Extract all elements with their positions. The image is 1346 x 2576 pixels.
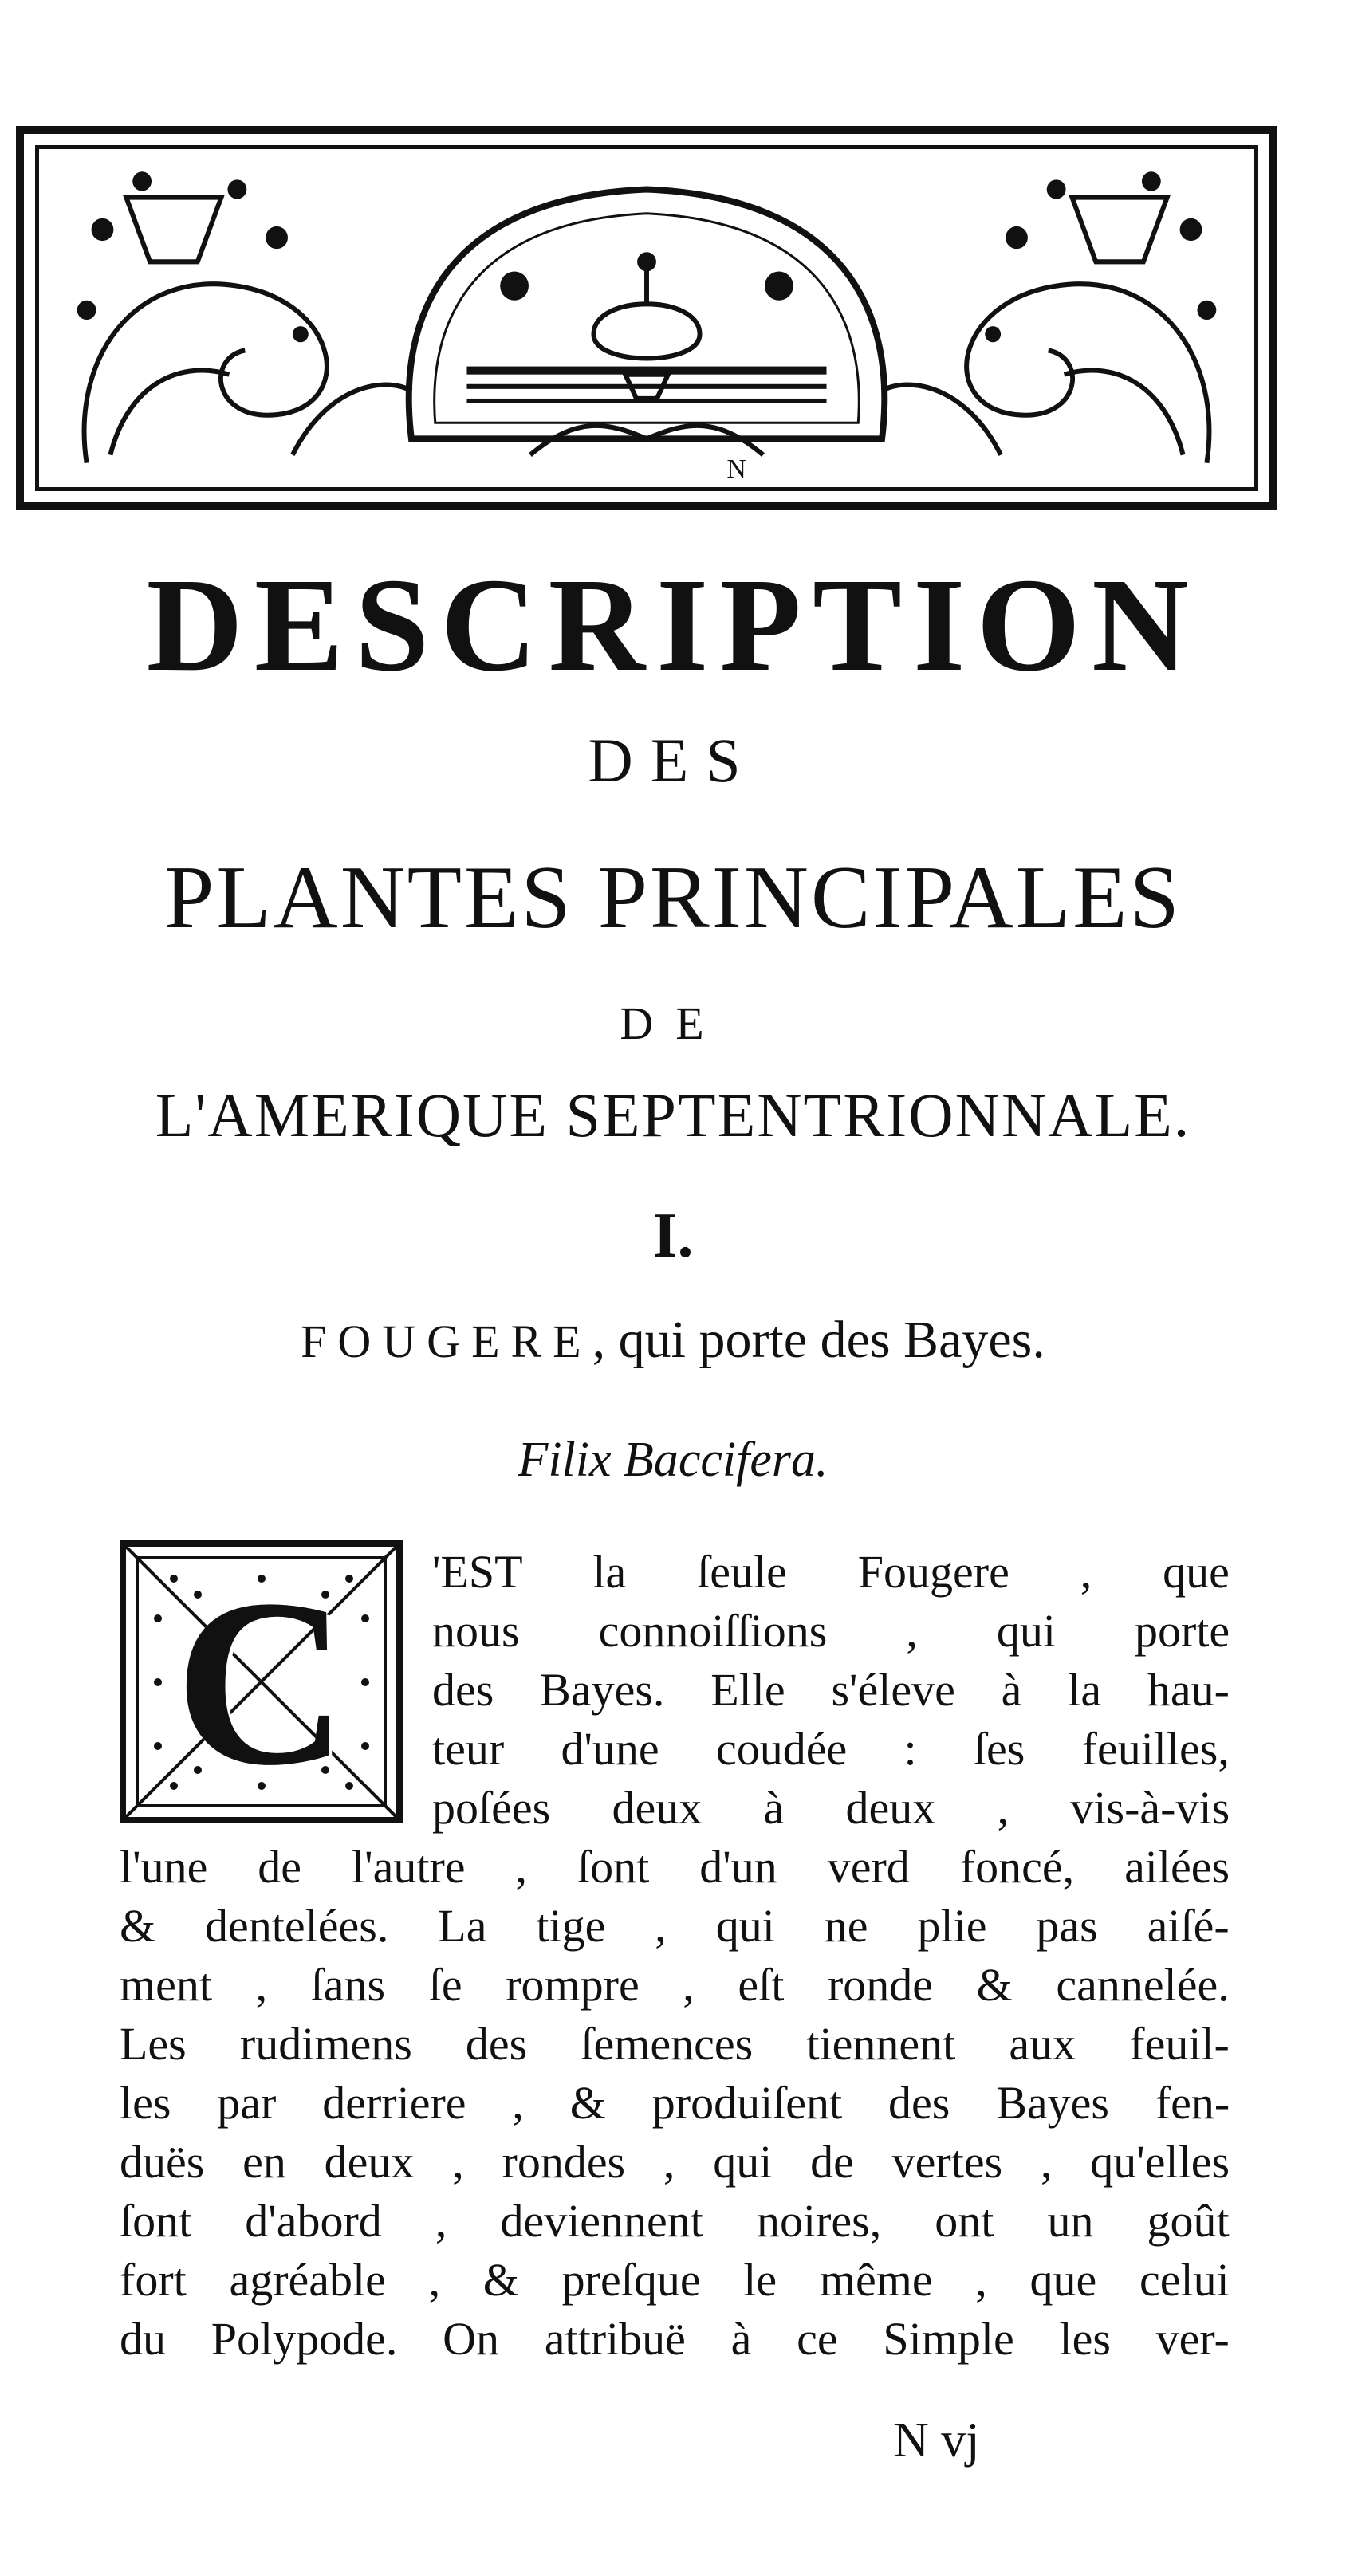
subtitle-amerique: L'AMERIQUE SEPTENTRIONNALE. <box>155 1080 1191 1150</box>
text-line-6: l'une de l'autre , ſont d'un verd foncé, ailées <box>120 1841 1230 1893</box>
subtitle-de: DE <box>620 997 726 1049</box>
ornamental-headpiece <box>16 126 1277 510</box>
decorated-drop-cap <box>120 1540 403 1823</box>
text-line-5: poſées deux à deux , vis-à-vis <box>432 1782 1230 1834</box>
text-line-3: des Bayes. Elle s'éleve à la hau- <box>432 1664 1230 1716</box>
text-line-13: fort agréable , & preſque le même , que celui <box>120 2254 1230 2306</box>
text-line-14: du Polypode. On attribuë à ce Simple les ver- <box>120 2313 1230 2365</box>
main-title: DESCRIPTION <box>146 551 1200 699</box>
headpiece-initial: N <box>726 454 746 484</box>
text-line-9: Les rudimens des ſemences tiennent aux feuil- <box>120 2018 1230 2070</box>
section-number: I. <box>652 1201 694 1271</box>
text-line-12: ſont d'abord , deviennent noires, ont un goût <box>120 2195 1230 2247</box>
plant-name-smallcaps: FOUGERE <box>301 1316 592 1367</box>
headpiece-ornament-svg <box>39 149 1254 487</box>
text-line-7: & dentelées. La tige , qui ne plie pas aiſé- <box>120 1900 1230 1952</box>
text-line-8: ment , ſans ſe rompre , eſt ronde & cannelée. <box>120 1959 1230 2011</box>
text-line-1: 'EST la ſeule Fougere , que <box>432 1546 1230 1598</box>
subtitle-plantes: PLANTES PRINCIPALES <box>164 848 1182 947</box>
signature-mark: N vj <box>893 2413 980 2468</box>
latin-name: Filix Baccifera. <box>518 1433 828 1487</box>
plant-heading <box>0 1311 1346 1369</box>
subtitle-des: DES <box>588 726 758 795</box>
drop-cap-letter: C <box>175 1549 348 1815</box>
text-line-4: teur d'une coudée : ſes feuilles, <box>432 1723 1230 1775</box>
text-line-10: les par derriere , & produiſent des Bayes fen- <box>120 2077 1230 2129</box>
text-line-11: duës en deux , rondes , qui de vertes , qu'elles <box>120 2136 1230 2188</box>
text-line-2: nous connoiſſions , qui porte <box>432 1605 1230 1657</box>
plant-name-rest: , qui porte des Bayes. <box>592 1311 1045 1369</box>
